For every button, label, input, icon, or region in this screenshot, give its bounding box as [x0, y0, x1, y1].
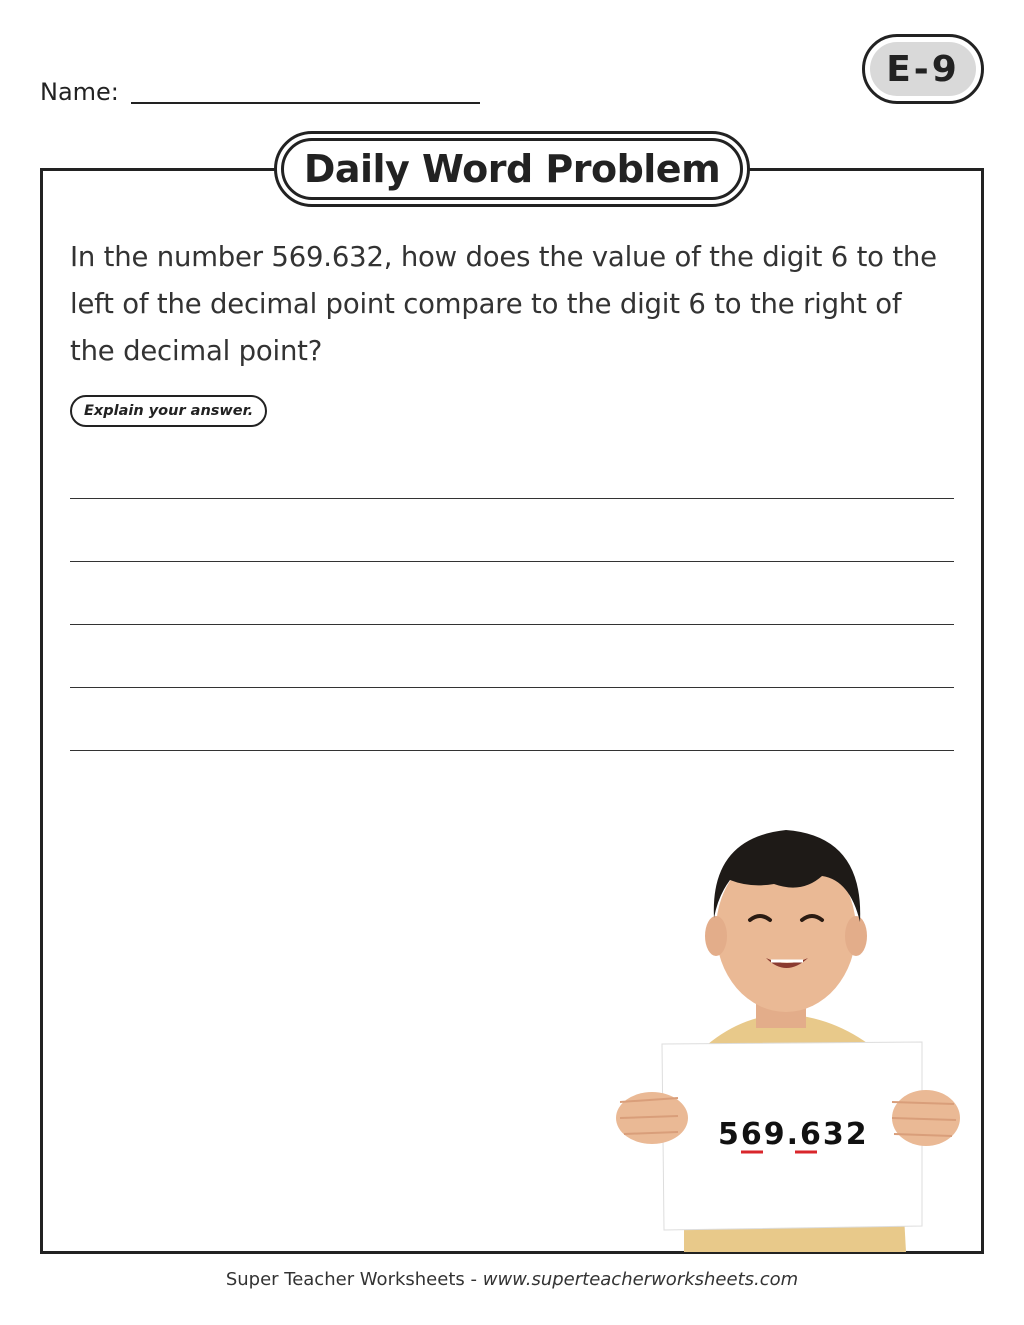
worksheet-code-badge [862, 34, 984, 104]
answer-line-5[interactable] [70, 750, 954, 751]
answer-line-1[interactable] [70, 498, 954, 499]
explain-answer-label: Explain your answer. [70, 395, 267, 427]
word-problem-question: In the number 569.632, how does the value of the digit 6 to the left of the decimal point compare to the digit 6 to the right of the decimal point? [70, 241, 937, 367]
footer-brand: Super Teacher Worksheets [225, 1269, 465, 1290]
footer-separator: - [464, 1269, 483, 1290]
right-ear-shape [845, 916, 867, 956]
left-ear-shape [705, 916, 727, 956]
footer [0, 1269, 1024, 1290]
sign-number: 569.632 [718, 1117, 869, 1152]
answer-line-2[interactable] [70, 561, 954, 562]
footer-url[interactable]: www.superteacherworksheets.com [482, 1269, 799, 1290]
answer-line-4[interactable] [70, 687, 954, 688]
title-pill [274, 131, 750, 207]
worksheet-code: E-9 [870, 42, 976, 96]
name-label: Name: [40, 78, 119, 106]
page-title: Daily Word Problem [281, 138, 743, 200]
boy-holding-sign-illustration [606, 818, 962, 1252]
name-field-line[interactable] [131, 102, 480, 104]
answer-line-3[interactable] [70, 624, 954, 625]
